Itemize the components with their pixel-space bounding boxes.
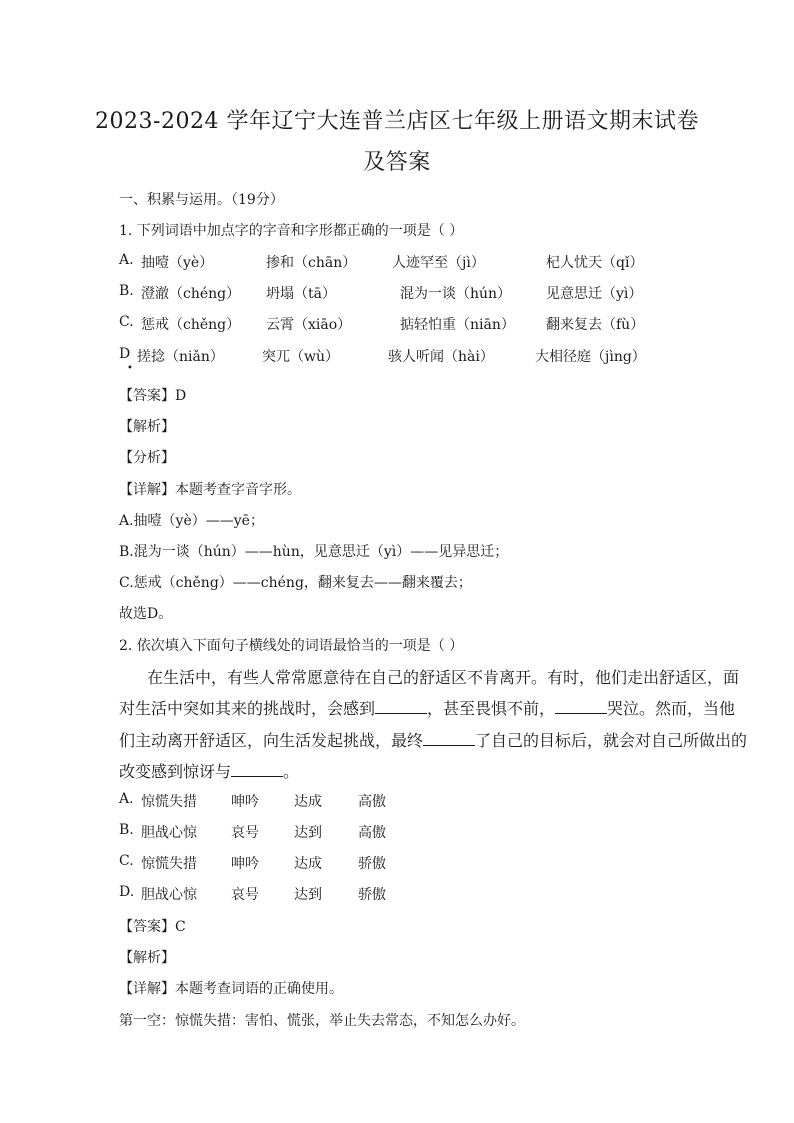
q1-option-b-item: 混为一谈（hún） — [400, 286, 512, 302]
q2-option-d-label: D. — [119, 884, 135, 900]
q1-answer: 【答案】D — [119, 388, 187, 404]
document-title-line1: 2023-2024 学年辽宁大连普兰店区七年级上册语文期末试卷 — [95, 109, 699, 134]
document-title-line2: 及答案 — [363, 150, 431, 175]
q1-option-d-item: 搓捻（niǎn） — [137, 349, 224, 365]
q1-option-d-item: 大相径庭（jìng） — [535, 349, 646, 365]
q1-note: A.抽噎（yè）——yē； — [119, 513, 264, 529]
q2-analysis-heading: 【解析】 — [119, 950, 175, 966]
q1-option-c-label: C. — [119, 314, 134, 330]
q1-option-c-item: 掂轻怕重（niān） — [400, 317, 515, 333]
q1-fenxi-heading: 【分析】 — [119, 450, 175, 466]
q1-analysis-heading: 【解析】 — [119, 419, 175, 435]
q2-option-word: 胆战心惊 — [141, 887, 197, 903]
q2-option-word: 高傲 — [358, 794, 386, 810]
q2-option-word: 达到 — [294, 887, 322, 903]
q2-option-word: 呻吟 — [231, 856, 259, 872]
q2-option-b-label: B. — [119, 822, 134, 838]
q2-option-word: 惊慌失措 — [141, 856, 197, 872]
q1-option-c-item: 翻来复去（fù） — [546, 317, 645, 333]
q1-option-c-item: 云霄（xiāo） — [266, 317, 352, 333]
q1-stem: 1. 下列词语中加点字的字音和字形都正确的一项是（ ） — [119, 223, 464, 239]
fill-blank — [555, 699, 607, 714]
q1-option-a-label: A. — [119, 252, 134, 268]
q2-stem: 2. 依次填入下面句子横线处的词语最恰当的一项是（ ） — [119, 638, 464, 654]
q1-option-a-item: 杞人忧天（qǐ） — [546, 255, 644, 271]
q2-option-word: 达成 — [294, 794, 322, 810]
q1-option-d-label: D — [119, 346, 131, 362]
q1-option-b-item: 见意思迁（yì） — [546, 286, 643, 302]
q1-option-d-item: 骇人听闻（hài） — [388, 349, 494, 365]
q2-option-word: 惊慌失措 — [141, 794, 197, 810]
fill-blank — [231, 762, 283, 777]
q1-option-b-item: 坍塌（tā） — [266, 286, 336, 302]
q2-option-a-label: A. — [119, 791, 134, 807]
q2-detail: 【详解】本题考查词语的正确使用。 — [119, 981, 343, 997]
q2-option-word: 达成 — [294, 856, 322, 872]
q1-note: C.惩戒（chěng）——chéng，翻来复去——翻来覆去； — [119, 575, 472, 591]
q2-option-word: 骄傲 — [358, 887, 386, 903]
q2-option-word: 胆战心惊 — [141, 825, 197, 841]
q2-passage-line: 在生活中，有些人常常愿意待在自己的舒适区不肯离开。有时，他们走出舒适区，面 — [147, 668, 740, 687]
q1-option-b-label: B. — [119, 283, 134, 299]
q1-option-a-item: 掺和（chān） — [266, 255, 357, 271]
q2-option-c-label: C. — [119, 853, 134, 869]
emphasis-dot: • — [127, 363, 133, 374]
q2-option-word: 哀号 — [231, 887, 259, 903]
q2-option-word: 达到 — [294, 825, 322, 841]
q2-passage-line: 对生活中突如其来的挑战时，会感到 ，甚至畏惧不前， 哭泣。然而，当他 — [119, 699, 736, 718]
fill-blank — [375, 699, 427, 714]
section-heading: 一、积累与运用。（19分） — [119, 192, 284, 208]
q1-option-a-item: 抽噎（yè） — [141, 255, 214, 271]
q2-answer: 【答案】C — [119, 919, 186, 935]
q1-option-a-item: 人迹罕至（jì） — [392, 255, 485, 271]
q2-option-word: 高傲 — [358, 825, 386, 841]
q1-option-b-item: 澄澈（chéng） — [141, 286, 241, 302]
q2-option-word: 哀号 — [231, 825, 259, 841]
q1-detail: 【详解】本题考查字音字形。 — [119, 482, 301, 498]
q2-note: 第一空：惊慌失措：害怕、慌张，举止失去常态，不知怎么办好。 — [119, 1013, 525, 1029]
fill-blank — [423, 731, 475, 746]
q2-passage-line: 们主动离开舒适区，向生活发起挑战，最终 了自己的目标后，就会对自己所做出的 — [119, 731, 748, 750]
q1-note: B.混为一谈（hún）——hùn，见意思迁（yì）——见异思迁； — [119, 544, 509, 560]
q2-passage-line: 改变感到惊讶与 。 — [119, 762, 300, 781]
q1-option-c-item: 惩戒（chěng） — [141, 317, 241, 333]
q2-option-word: 骄傲 — [358, 856, 386, 872]
q1-conclusion: 故选D。 — [119, 606, 173, 622]
q1-option-d-item: 突兀（wù） — [262, 349, 339, 365]
q2-option-word: 呻吟 — [231, 794, 259, 810]
